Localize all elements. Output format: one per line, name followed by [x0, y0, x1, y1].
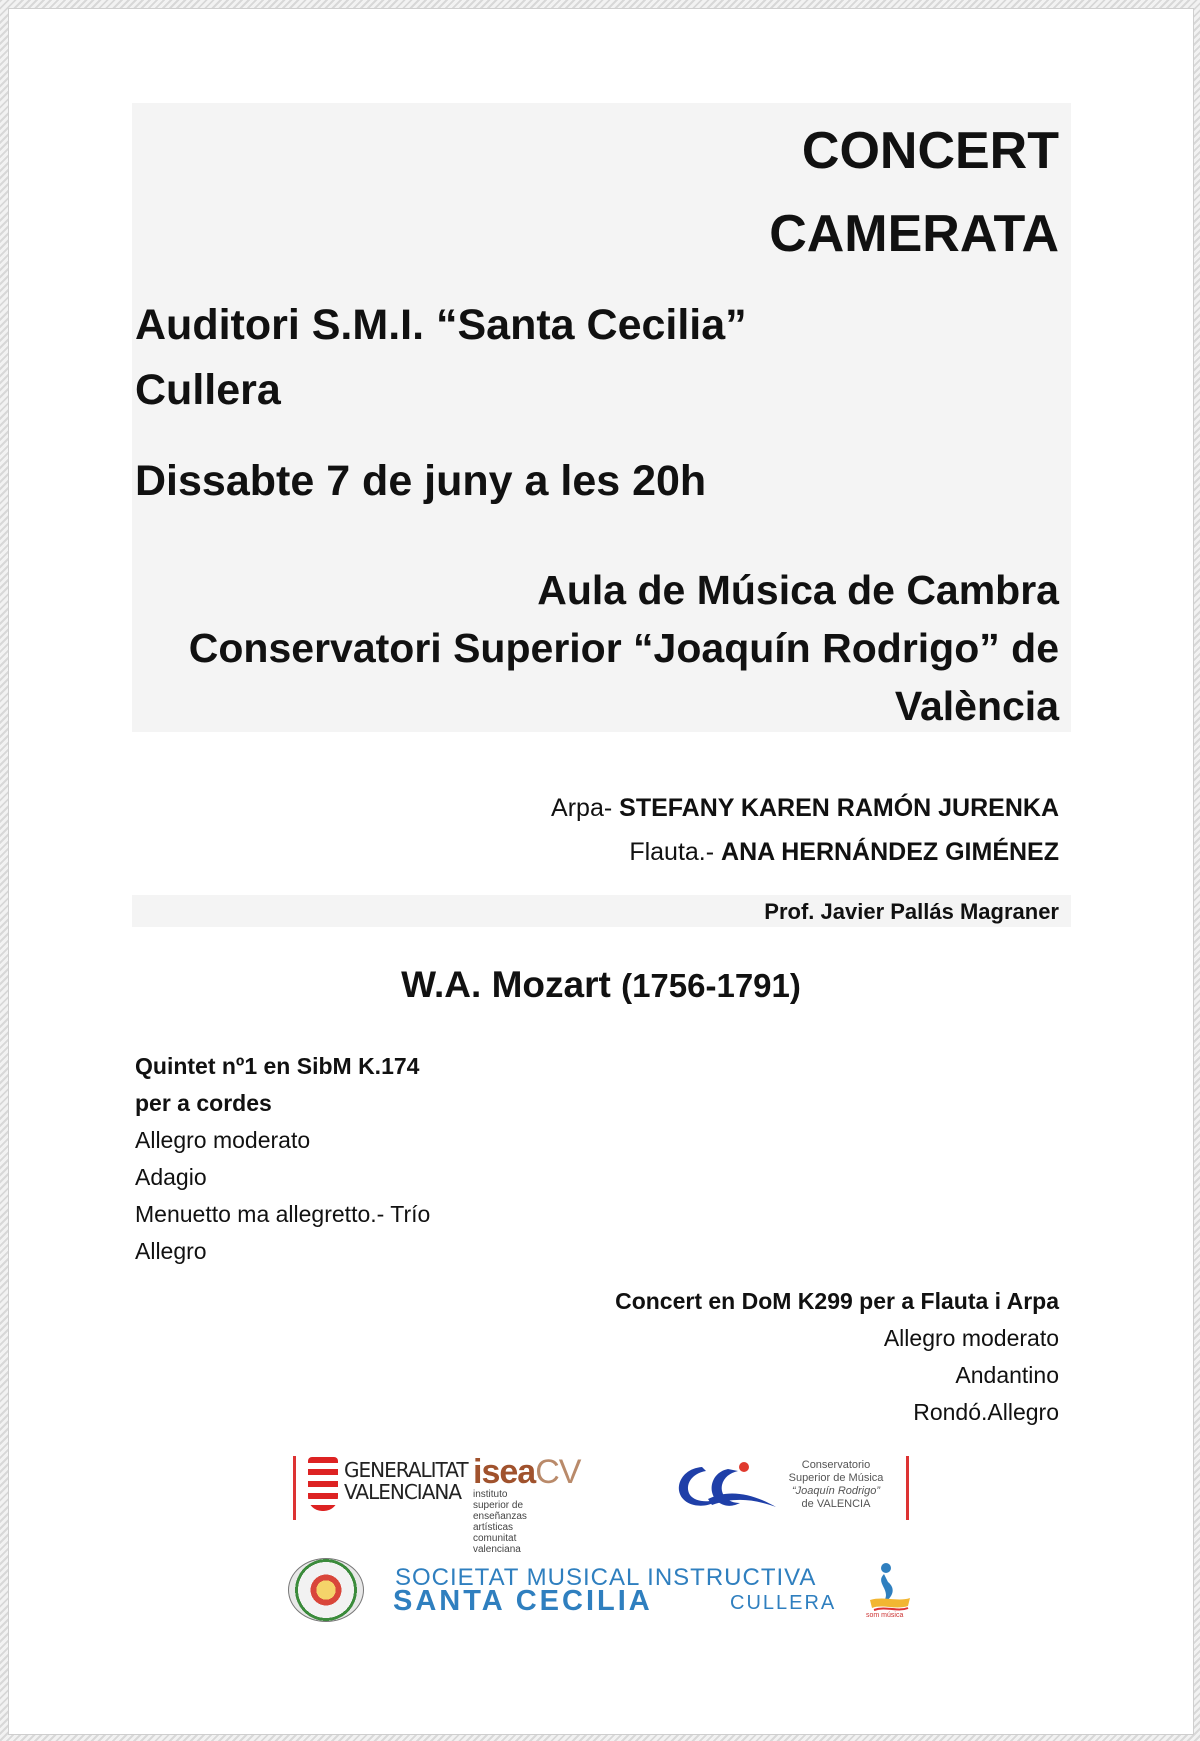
performer-instrument: Flauta.-	[629, 838, 715, 866]
conservatorio-line1: Conservatorio	[801, 1459, 871, 1471]
work1-movement: Adagio	[135, 1164, 207, 1190]
work1-title: Quintet nº1 en SibM K.174	[135, 1053, 420, 1079]
ensemble-line1: Aula de Música de Cambra	[537, 567, 1059, 613]
isea-sub2: enseñanzas artísticas	[473, 1511, 527, 1533]
work2-movement: Andantino	[955, 1362, 1059, 1388]
performer-instrument: Arpa-	[551, 794, 613, 822]
conservatorio-line2: Superior de Música	[788, 1472, 884, 1484]
conservatorio-mark-icon	[668, 1459, 778, 1513]
generalitat-shield-icon	[308, 1457, 338, 1511]
venue-name: Auditori S.M.I. “Santa Cecilia”	[135, 301, 747, 349]
generalitat-line1: GENERALITAT	[344, 1458, 468, 1482]
performer-name: STEFANY KAREN RAMÓN JURENKA	[619, 794, 1059, 822]
ensemble-line3: València	[894, 683, 1059, 729]
professor-name: Prof. Javier Pallás Magraner	[764, 899, 1059, 924]
music-figure-caption: som música	[866, 1612, 904, 1619]
work2-movement: Rondó.Allegro	[913, 1399, 1059, 1425]
composer-name: W.A. Mozart	[401, 964, 611, 1005]
work1-subtitle: per a cordes	[135, 1090, 272, 1116]
isea-sub3: comunitat valenciana	[473, 1533, 521, 1555]
work1-movement: Allegro moderato	[135, 1127, 311, 1153]
work1-movement: Allegro	[135, 1238, 207, 1264]
isea-cv: CV	[535, 1453, 581, 1491]
isea-wordmark: isea	[473, 1453, 536, 1491]
performer-name: ANA HERNÁNDEZ GIMÉNEZ	[721, 838, 1059, 866]
work2-movement: Allegro moderato	[883, 1325, 1059, 1351]
title-concert: CONCERT	[801, 122, 1059, 180]
isea-sub1: instituto superior de	[473, 1489, 524, 1511]
ensemble-line2: Conservatori Superior “Joaquín Rodrigo” de	[188, 625, 1059, 671]
conservatorio-line3: “Joaquín Rodrigo”	[791, 1485, 881, 1497]
poster-page	[8, 8, 1194, 1735]
smi-line2: SANTA CECILIA	[393, 1585, 653, 1617]
performer-flute	[629, 838, 1059, 867]
concert-date: Dissabte 7 de juny a les 20h	[135, 457, 707, 505]
composer-heading	[9, 964, 1193, 1006]
title-camerata: CAMERATA	[769, 205, 1059, 263]
performer-harp	[551, 794, 1059, 823]
generalitat-line2: VALENCIANA	[344, 1480, 462, 1504]
divider-right	[906, 1456, 909, 1520]
smi-line1: SOCIETAT MUSICAL INSTRUCTIVA	[395, 1564, 817, 1591]
work2-title: Concert en DoM K299 per a Flauta i Arpa	[615, 1288, 1059, 1314]
composer-years: (1756-1791)	[621, 967, 801, 1004]
conservatorio-line4: de VALENCIA	[801, 1498, 871, 1510]
smi-seal-icon	[288, 1558, 364, 1622]
smi-line3: CULLERA	[730, 1592, 837, 1614]
work1-movement: Menuetto ma allegretto.- Trío	[135, 1201, 431, 1227]
venue-city: Cullera	[135, 366, 281, 414]
divider-left	[293, 1456, 296, 1520]
